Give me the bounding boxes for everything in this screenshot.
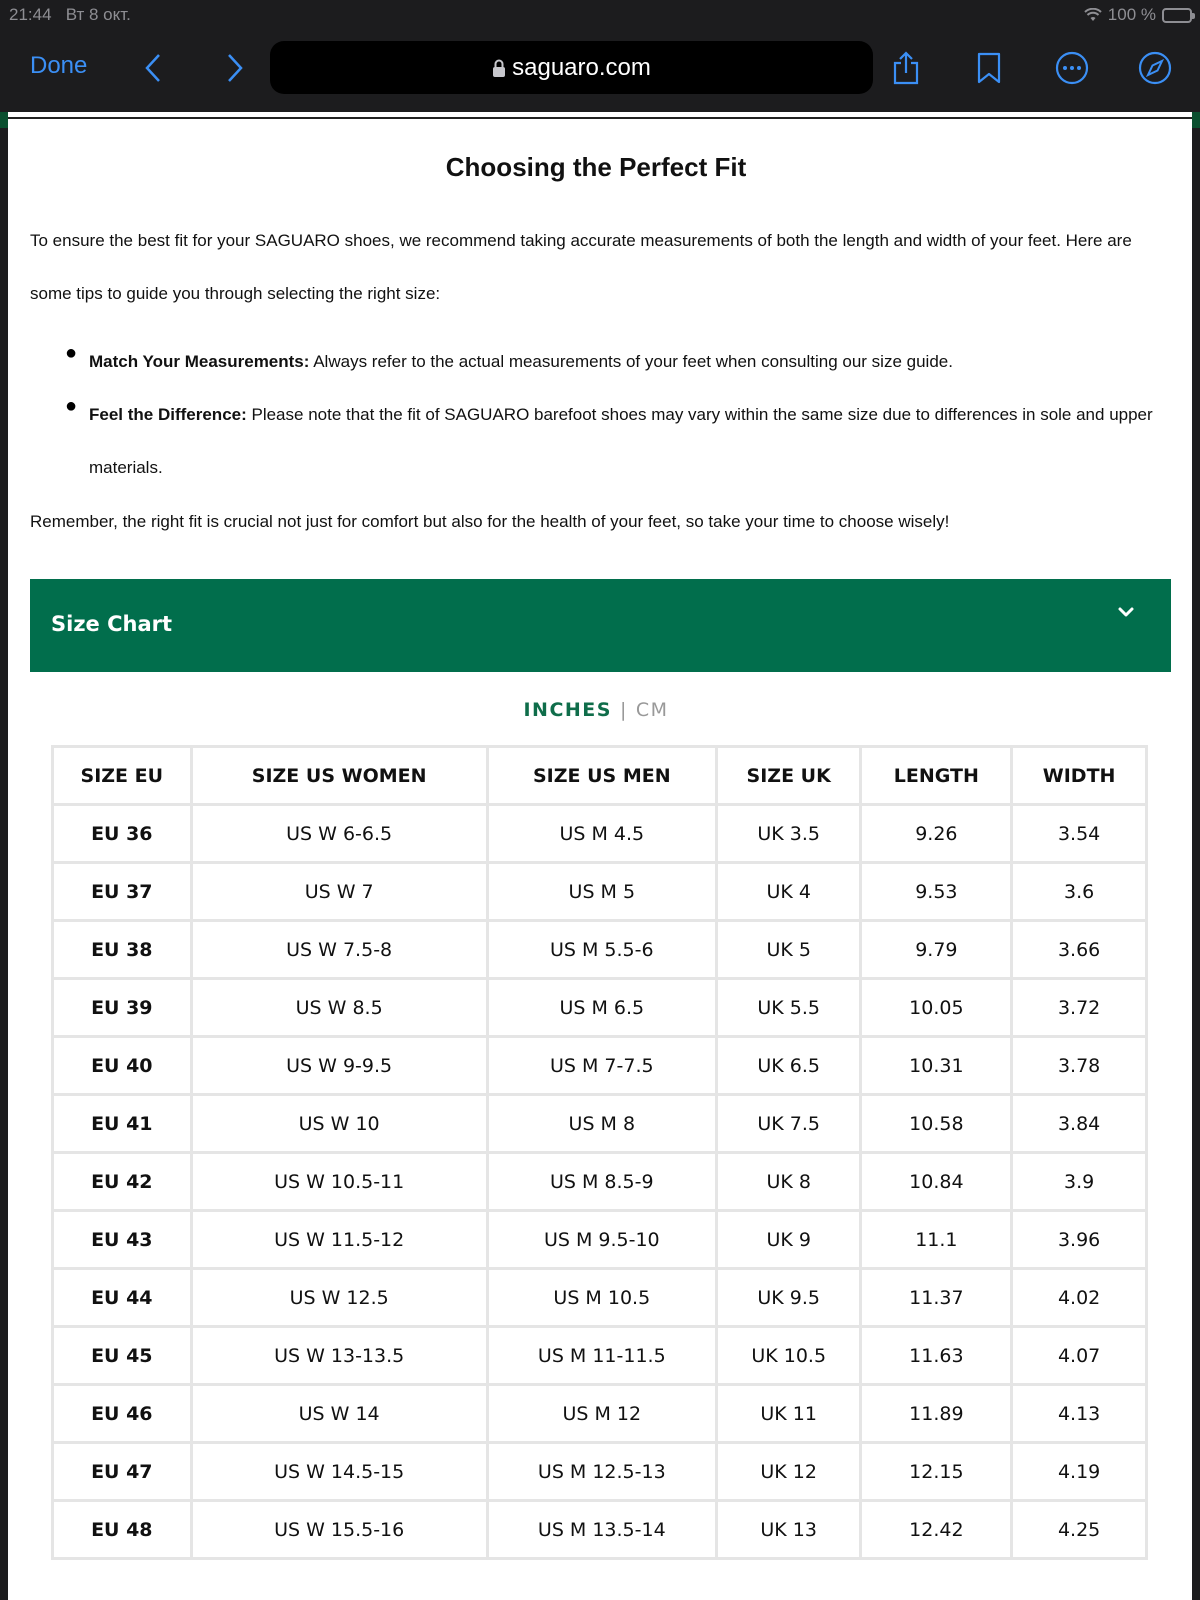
cell-length: 12.15 [861,1443,1012,1501]
cell-width: 3.78 [1012,1037,1147,1095]
cell-width: 4.13 [1012,1385,1147,1443]
cell-size-eu: EU 39 [53,979,192,1037]
cell-length: 11.1 [861,1211,1012,1269]
cell-size-uk: UK 10.5 [716,1327,861,1385]
cell-size-us-men: US M 11-11.5 [487,1327,716,1385]
cell-size-us-women: US W 13-13.5 [191,1327,487,1385]
table-row [53,1327,1147,1385]
cell-size-uk: UK 5.5 [716,979,861,1037]
cell-width: 3.96 [1012,1211,1147,1269]
cell-size-uk: UK 7.5 [716,1095,861,1153]
unit-toggle [8,699,1184,721]
cell-size-eu: EU 36 [53,805,192,863]
cell-width: 4.02 [1012,1269,1147,1327]
chevron-down-icon[interactable] [1117,601,1135,624]
bullet-dot: ● [65,395,78,417]
cell-size-us-men: US M 12.5-13 [487,1443,716,1501]
cell-size-uk: UK 5 [716,921,861,979]
cell-size-eu: EU 47 [53,1443,192,1501]
cell-size-eu: EU 44 [53,1269,192,1327]
cell-size-us-women: US W 9-9.5 [191,1037,487,1095]
cell-size-us-women: US W 12.5 [191,1269,487,1327]
cell-size-eu: EU 37 [53,863,192,921]
bullet-item-difference [89,388,1179,494]
done-button[interactable]: Done [30,52,88,79]
table-row [53,1269,1147,1327]
cell-size-us-women: US W 8.5 [191,979,487,1037]
cell-size-uk: UK 13 [716,1501,861,1559]
cell-size-eu: EU 46 [53,1385,192,1443]
cell-size-us-women: US W 10.5-11 [191,1153,487,1211]
bullet-text: Always refer to the actual measurements of your feet when consulting our size guide. [309,352,953,371]
cell-size-us-women: US W 11.5-12 [191,1211,487,1269]
cell-size-eu: EU 45 [53,1327,192,1385]
web-page [8,112,1192,1600]
cell-size-us-men: US M 12 [487,1385,716,1443]
intro-paragraph: To ensure the best fit for your SAGUARO shoes, we recommend taking accurate measurements of both the length and width of your feet. Here are some tips to guide you through selecting the right size: [30,231,1132,303]
cell-size-us-men: US M 5 [487,863,716,921]
cell-size-uk: UK 9.5 [716,1269,861,1327]
cell-width: 3.66 [1012,921,1147,979]
cell-length: 10.84 [861,1153,1012,1211]
status-bar [0,0,1200,30]
table-row [53,805,1147,863]
cell-length: 9.26 [861,805,1012,863]
more-icon[interactable] [1052,48,1092,88]
cell-size-uk: UK 9 [716,1211,861,1269]
chevron-left-icon[interactable] [133,48,173,88]
cell-size-us-men: US M 5.5-6 [487,921,716,979]
cell-size-uk: UK 8 [716,1153,861,1211]
header-size-us-women: SIZE US WOMEN [191,747,487,805]
cell-size-us-women: US W 7.5-8 [191,921,487,979]
cell-length: 11.63 [861,1327,1012,1385]
status-right [1084,5,1192,25]
url-text: saguaro.com [512,53,651,81]
cell-size-eu: EU 38 [53,921,192,979]
share-icon[interactable] [886,48,926,88]
table-row [53,1153,1147,1211]
remember-paragraph: Remember, the right fit is crucial not just for comfort but also for the health of your feet, so take your time to choose wisely! [30,512,950,531]
cell-length: 12.42 [861,1501,1012,1559]
table-row [53,1385,1147,1443]
bullet-bold: Match Your Measurements: [89,352,310,371]
bullet-bold: Feel the Difference: [89,405,247,424]
cell-size-us-men: US M 4.5 [487,805,716,863]
cell-size-us-men: US M 10.5 [487,1269,716,1327]
cell-size-eu: EU 42 [53,1153,192,1211]
cell-size-uk: UK 12 [716,1443,861,1501]
cell-length: 10.05 [861,979,1012,1037]
cell-size-us-men: US M 13.5-14 [487,1501,716,1559]
compass-icon[interactable] [1135,48,1175,88]
cell-size-uk: UK 6.5 [716,1037,861,1095]
cell-size-us-men: US M 6.5 [487,979,716,1037]
table-row [53,921,1147,979]
unit-cm[interactable]: CM [635,699,669,721]
lock-icon [492,59,506,77]
status-time [9,5,131,25]
battery-text: 100 % [1107,5,1156,24]
browser-toolbar [0,30,1200,112]
cell-size-us-women: US W 7 [191,863,487,921]
cell-size-us-men: US M 8.5-9 [487,1153,716,1211]
cell-width: 4.19 [1012,1443,1147,1501]
header-length: LENGTH [861,747,1012,805]
table-row [53,1211,1147,1269]
cell-width: 3.9 [1012,1153,1147,1211]
cell-width: 3.72 [1012,979,1147,1037]
page-title: Choosing the Perfect Fit [445,152,747,182]
cell-size-uk: UK 4 [716,863,861,921]
table-row [53,1095,1147,1153]
cell-length: 9.53 [861,863,1012,921]
table-row [53,1501,1147,1559]
cell-size-eu: EU 43 [53,1211,192,1269]
date-text: Вт 8 окт. [65,5,131,24]
size-chart-table [51,745,1148,1560]
cell-width: 3.54 [1012,805,1147,863]
cell-length: 10.31 [861,1037,1012,1095]
cell-size-us-women: US W 14.5-15 [191,1443,487,1501]
cell-size-uk: UK 3.5 [716,805,861,863]
cell-size-us-men: US M 7-7.5 [487,1037,716,1095]
accordion-label: Size Chart [51,612,173,636]
cell-length: 9.79 [861,921,1012,979]
unit-inches[interactable]: INCHES [523,699,612,721]
cell-size-us-men: US M 9.5-10 [487,1211,716,1269]
chevron-right-icon[interactable] [215,48,255,88]
divider [8,117,1192,119]
cell-width: 3.6 [1012,863,1147,921]
table-row [53,863,1147,921]
size-chart-accordion[interactable] [30,579,1171,672]
cell-size-us-women: US W 15.5-16 [191,1501,487,1559]
cell-length: 10.58 [861,1095,1012,1153]
header-width: WIDTH [1012,747,1147,805]
cell-width: 4.25 [1012,1501,1147,1559]
wifi-icon [1084,8,1102,22]
cell-size-us-women: US W 14 [191,1385,487,1443]
cell-width: 4.07 [1012,1327,1147,1385]
cell-size-us-women: US W 6-6.5 [191,805,487,863]
cell-size-us-women: US W 10 [191,1095,487,1153]
table-row [53,979,1147,1037]
unit-separator: | [619,699,628,721]
header-size-us-men: SIZE US MEN [487,747,716,805]
table-row [53,1443,1147,1501]
battery-icon [1162,8,1192,23]
cell-size-uk: UK 11 [716,1385,861,1443]
bullet-text: Please note that the fit of SAGUARO barefoot shoes may vary within the same size due to differences in sole and upper materials. [89,405,1153,477]
bullet-item-measurements [89,335,1179,388]
header-size-uk: SIZE UK [716,747,861,805]
cell-length: 11.89 [861,1385,1012,1443]
cell-size-eu: EU 41 [53,1095,192,1153]
table-body [53,805,1147,1559]
bullet-dot: ● [65,342,78,364]
time-text: 21:44 [9,5,52,24]
cell-length: 11.37 [861,1269,1012,1327]
cell-width: 3.84 [1012,1095,1147,1153]
cell-size-eu: EU 48 [53,1501,192,1559]
table-header-row [53,747,1147,805]
cell-size-eu: EU 40 [53,1037,192,1095]
header-size-eu: SIZE EU [53,747,192,805]
address-bar[interactable] [270,41,873,94]
bookmark-icon[interactable] [969,48,1009,88]
cell-size-us-men: US M 8 [487,1095,716,1153]
table-row [53,1037,1147,1095]
